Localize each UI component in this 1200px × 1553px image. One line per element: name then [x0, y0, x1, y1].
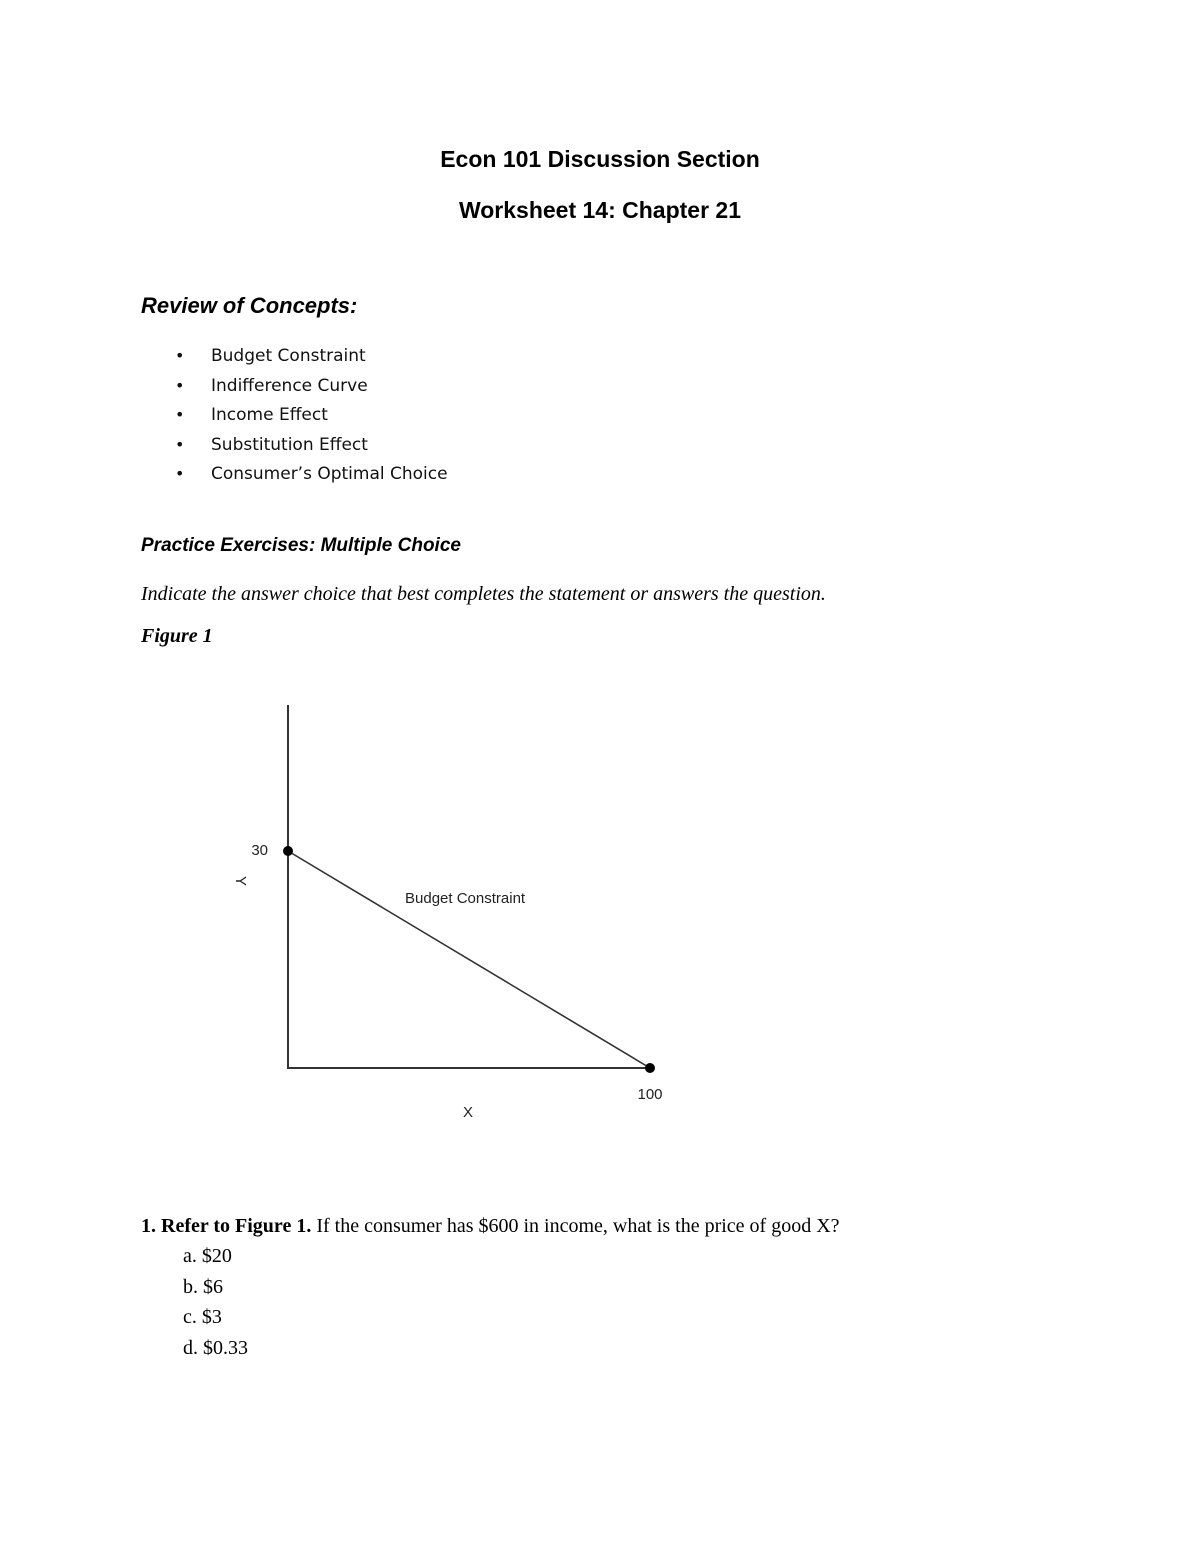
- question-1: [141, 1215, 840, 1238]
- list-item: [141, 432, 448, 462]
- list-item: [141, 402, 448, 432]
- answer-choice-d[interactable]: d. $0.33: [183, 1337, 248, 1360]
- bullet-icon: •: [175, 464, 185, 484]
- question-number: 1.: [141, 1215, 156, 1237]
- answer-choices: [183, 1243, 248, 1366]
- bullet-icon: •: [175, 434, 185, 454]
- concept-label: Substitution Effect: [211, 434, 368, 455]
- figure-label: Figure 1: [141, 625, 213, 647]
- question-text: If the consumer has $600 in income, what is the price of good X?: [316, 1215, 840, 1237]
- series-layer: [288, 851, 650, 1068]
- answer-choice-b[interactable]: b. $6: [183, 1275, 223, 1298]
- concept-label: Consumer’s Optimal Choice: [211, 464, 448, 485]
- budget-constraint-annotation: Budget Constraint: [405, 890, 526, 907]
- series-line-budget-constraint: [288, 851, 650, 1068]
- page-title: Econ 101 Discussion Section: [440, 146, 760, 172]
- answer-choice-c[interactable]: c. $3: [183, 1306, 222, 1329]
- x-axis-label: X: [462, 1104, 474, 1121]
- list-item: [141, 373, 448, 403]
- concept-label: Indifference Curve: [211, 375, 368, 396]
- bullet-icon: •: [175, 346, 185, 365]
- concept-label: Budget Constraint: [211, 346, 366, 366]
- data-point-label: 100: [637, 1086, 663, 1103]
- bullet-icon: •: [175, 405, 185, 425]
- data-point: [283, 846, 293, 856]
- review-heading: Review of Concepts:: [141, 293, 358, 318]
- point-layer: [251, 842, 662, 1103]
- concepts-list: [141, 343, 448, 491]
- practice-heading: Practice Exercises: Multiple Choice: [141, 535, 461, 556]
- data-point-label: 30: [251, 842, 268, 859]
- list-item: [141, 343, 448, 373]
- data-point: [645, 1063, 655, 1073]
- question-lead: Refer to Figure 1.: [161, 1215, 312, 1237]
- page-subtitle: Worksheet 14: Chapter 21: [458, 197, 742, 223]
- list-item: [141, 461, 448, 491]
- bullet-icon: •: [175, 375, 185, 395]
- concept-label: Income Effect: [211, 405, 328, 426]
- answer-choice-a[interactable]: a. $20: [183, 1245, 232, 1267]
- y-axis-label: Y: [232, 875, 249, 887]
- instruction-text: Indicate the answer choice that best completes the statement or answers the question.: [141, 583, 826, 605]
